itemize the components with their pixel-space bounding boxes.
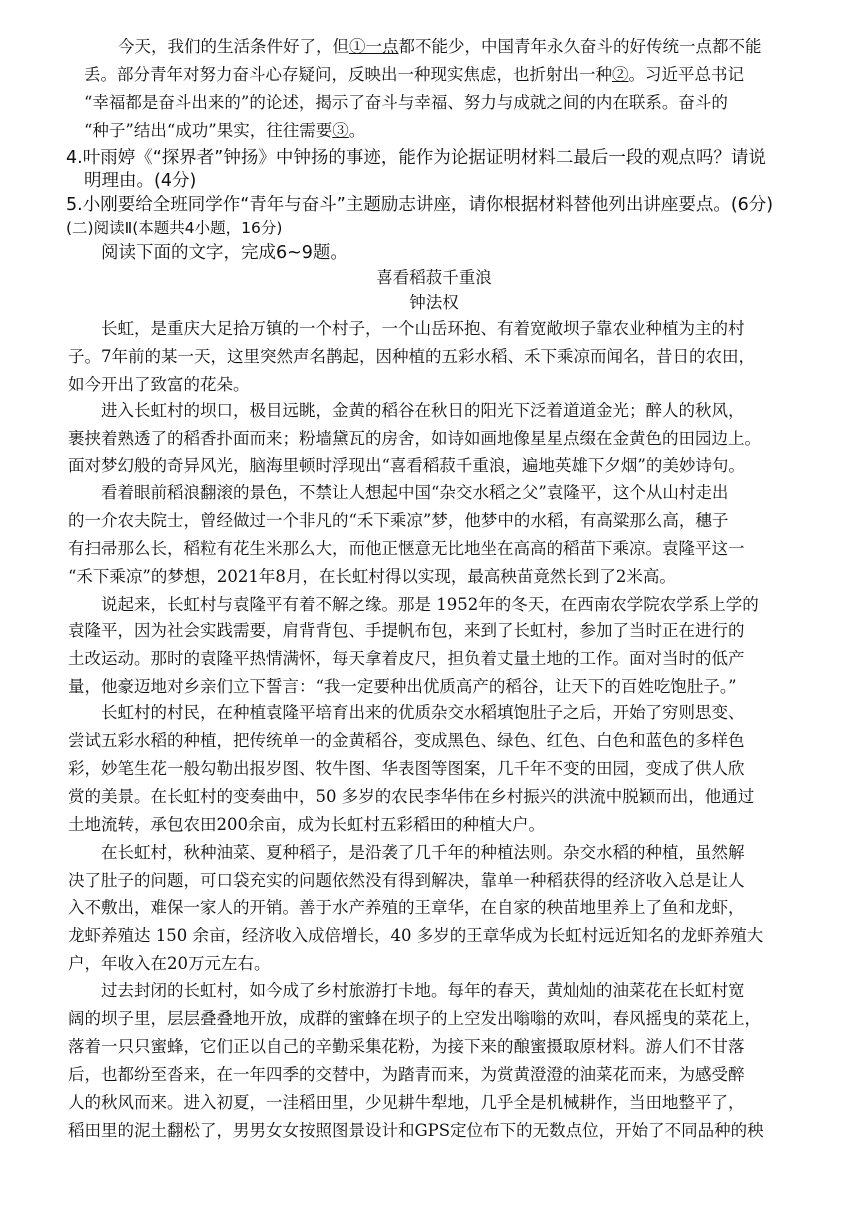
article-line: 袁隆平，因为社会实践需要，肩背背包、手提帆布包，来到了长虹村，参加了当时正在进行的: [68, 621, 745, 640]
article-line: 赏的美景。在长虹村的变奏曲中，50 多岁的农民李华伟在乡村振兴的洪流中脱颖而出，他通过: [68, 787, 755, 806]
question-4-line-2: 明理由。(4分): [84, 171, 197, 191]
passage-a-text: “幸福都是奋斗出来的”的论述，揭示了奋斗与幸福、努力与成就之间的内在联系。奋斗的: [84, 93, 728, 112]
article-line: 长虹，是重庆大足拾万镇的一个村子，一个山岳环抱、有着宽敞坝子靠农业种植为主的村: [101, 319, 745, 338]
blank-2: ②: [612, 65, 629, 84]
passage-a-text: 今天，我们的生活条件好了，但: [118, 37, 349, 56]
section-heading: (二)阅读Ⅱ(本题共4小题，16分): [66, 219, 283, 237]
article-line: 裹挟着熟透了的稻香扑面而来；粉墙黛瓦的房舍，如诗如画地像星星点缀在金黄色的田园边上。: [68, 429, 761, 448]
article-line: 龙虾养殖达 150 余亩，经济收入成倍增长，40 多岁的王章华成为长虹村远近知名的龙虾养殖大: [68, 926, 764, 945]
article-line: 户，年收入在20万元左右。: [68, 954, 271, 973]
article-line: 子。7年前的某一天，这里突然声名鹊起，因种植的五彩水稻、禾下乘凉而闻名，昔日的农田，: [68, 347, 755, 366]
article-line: 土改运动。那时的袁隆平热情满怀，每天拿着皮尺，担负着丈量土地的工作。面对当时的低产: [68, 649, 745, 668]
article-line: 人的秋风而来。进入初夏，一洼稻田里，少见耕牛犁地，几乎全是机械耕作，当田地整平了，: [68, 1093, 745, 1112]
passage-a-line-2: [84, 64, 744, 86]
article-line: 进入长虹村的坝口，极目远眺，金黄的稻谷在秋日的阳光下泛着道道金光；醉人的秋风，: [101, 401, 745, 420]
article-line: 面对梦幻般的奇异风光，脑海里顿时浮现出“喜看稻菽千重浪，遍地英雄下夕烟”的美妙诗句。: [68, 456, 745, 475]
article-title: 喜看稻菽千重浪: [376, 268, 492, 287]
reading-instruction: 阅读下面的文字，完成6~9题。: [101, 243, 348, 263]
article-line: 落着一只只蜜蜂，它们正以自己的辛勤采集花粉，为接下来的酿蜜摄取原材料。游人们不甘落: [68, 1037, 745, 1056]
article-line: 尝试五彩水稻的种植，把传统单一的金黄稻谷，变成黑色、绿色、红色、白色和蓝色的多样色: [68, 731, 745, 750]
passage-a-text: 。: [348, 121, 366, 140]
passage-a-text: “种子”结出“成功”果实，往往需要: [84, 121, 333, 140]
article-line: 后，也都纷至沓来，在一年四季的交替中，为踏青而来，为赏黄澄澄的油菜花而来，为感受醉: [68, 1065, 745, 1084]
article-line: 有扫帚那么长，稻粒有花生米那么大，而他正惬意无比地坐在高高的稻苗下乘凉。袁隆平这一: [68, 539, 745, 558]
passage-a-text: 。习近平总书记: [628, 65, 744, 84]
article-line: 看着眼前稻浪翻滚的景色，不禁让人想起中国“杂交水稻之父”袁隆平，这个从山村走出: [101, 483, 729, 502]
article-line: 说起来，长虹村与袁隆平有着不解之缘。那是 1952年的冬天，在西南农学院农学系上学的: [101, 595, 759, 614]
article-line: 的一介农夫院士，曾经做过一个非凡的“禾下乘凉”梦，他梦中的水稻，有高粱那么高，穗子: [68, 511, 729, 530]
question-5: 5.小刚要给全班同学作“青年与奋斗”主题励志讲座，请你根据材料替他列出讲座要点。(6分): [66, 195, 774, 215]
article-line: 如今开出了致富的花朵。: [68, 375, 250, 394]
article-line: 决了肚子的问题，可口袋充实的问题依然没有得到解决，靠单一种稻获得的经济收入总是让人: [68, 871, 745, 890]
article-line: 量，他豪迈地对乡亲们立下誓言：“我一定要种出优质高产的稻谷，让天下的百姓吃饱肚子。”: [68, 677, 737, 696]
article-line: 在长虹村，秋种油菜、夏种稻子，是沿袭了几千年的种植法则。杂交水稻的种植，虽然解: [101, 843, 745, 862]
blank-3: ③: [332, 121, 349, 140]
passage-a-line-3: [84, 92, 728, 114]
article-line: 长虹村的村民，在种植袁隆平培育出来的优质杂交水稻填饱肚子之后，开始了穷则思变、: [101, 703, 745, 722]
article-line: 彩，妙笔生花一般勾勒出报岁图、牧牛图、华表图等图案，几千年不变的田园，变成了供人欣: [68, 759, 745, 778]
article-line: 稻田里的泥土翻松了，男男女女按照图景设计和GPS定位布下的无数点位，开始了不同品种的秧: [68, 1121, 764, 1140]
passage-a-line-4: [84, 120, 365, 142]
article-author: 钟法权: [409, 293, 459, 312]
article-line: 土地流转，承包农田200余亩，成为长虹村五彩稻田的种植大户。: [68, 815, 545, 834]
passage-a-line-1: [118, 36, 762, 58]
passage-a-text: 都不能少，中国青年永久奋斗的好传统一点都不能: [398, 37, 762, 56]
article-line: 入不敷出，难保一家人的开销。善于水产养殖的王章华，在自家的秧苗地里养上了鱼和龙虾，: [68, 898, 745, 917]
passage-a-text: 丢。部分青年对努力奋斗心存疑问，反映出一种现实焦虑，也折射出一种: [84, 65, 612, 84]
article-line: 阔的坝子里，层层叠叠地开放，成群的蜜蜂在坝子的上空发出嗡嗡的欢叫，春风摇曳的菜花上，: [68, 1009, 761, 1028]
article-line: 过去封闭的长虹村，如今成了乡村旅游打卡地。每年的春天，黄灿灿的油菜花在长虹村宽: [101, 981, 745, 1000]
question-4-line-1: 4.叶雨婷《“探界者”钟扬》中钟扬的事迹，能作为论据证明材料二最后一段的观点吗？请说: [66, 148, 766, 168]
article-line: “禾下乘凉”的梦想，2021年8月，在长虹村得以实现，最高秧苗竟然长到了2米高。: [68, 567, 676, 586]
blank-1: ①一点: [349, 37, 399, 56]
